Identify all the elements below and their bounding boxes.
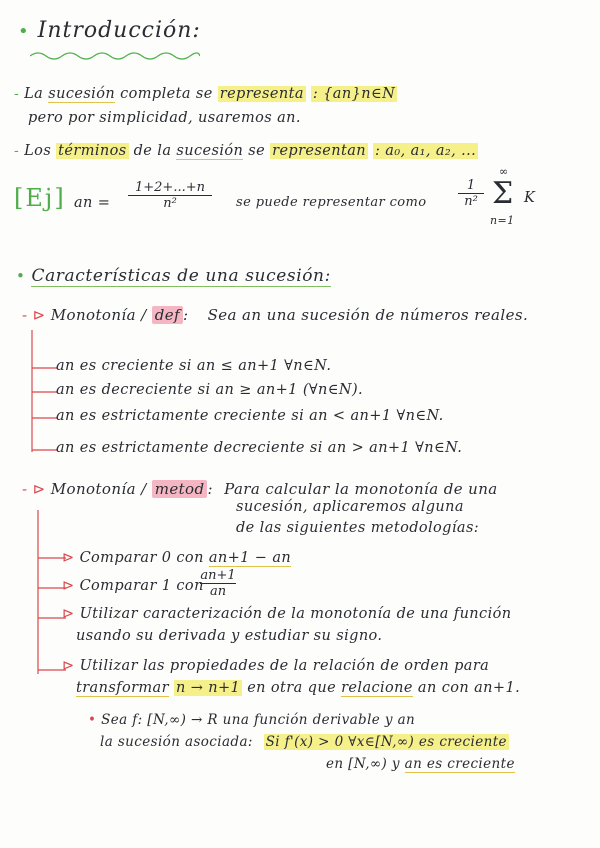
intro-line-3 (14, 143, 478, 159)
def-text: Sea an una sucesión de números reales. (207, 306, 529, 324)
metod-tag: metod (152, 480, 208, 498)
intro-line-1 (14, 86, 397, 102)
text: Los (24, 143, 52, 159)
metod-item-2-text: Comparar 1 con (79, 578, 204, 594)
underlined-conclusion: an es creciente (404, 756, 515, 772)
underlined-term: sucesión (48, 86, 116, 102)
sub-bullet-line-3 (326, 756, 515, 772)
def-item-3: an es estrictamente creciente si an < an+1 ∀n∈N. (56, 408, 444, 424)
sigma-upper-limit: ∞ (499, 165, 509, 178)
example-block (14, 184, 66, 212)
highlighted-term: representa (219, 86, 304, 102)
metod-item-4-text-1: Utilizar las propiedades de la relación de orden para (79, 658, 490, 674)
text: la sucesión asociada: (100, 734, 253, 750)
text: Sea f: [N,∞) → R una función derivable y an (101, 712, 416, 728)
sigma-term: K (524, 190, 536, 206)
fraction-numerator: an+1 (200, 568, 236, 583)
red-arrow-marker: - ⊳ (22, 306, 46, 324)
green-dash: - (14, 143, 20, 159)
metod-item-3-line-2: usando su derivada y estudiar su signo. (76, 628, 383, 644)
highlighted-term: n → n+1 (175, 680, 241, 696)
metod-item-3: ⊳ Utilizar caracterización de la monotonía de una función (62, 606, 512, 622)
text: en otra que (247, 680, 337, 696)
intro-line-2: pero por simplicidad, usaremos an. (28, 110, 301, 126)
title-underline-wave (30, 50, 200, 62)
section1-title: Introducción: (37, 18, 201, 43)
text: de la (133, 143, 172, 159)
sigma-symbol: Σ (492, 176, 514, 211)
sigma-lower-limit: n=1 (490, 214, 515, 227)
fraction-denominator: n² (128, 195, 212, 211)
def-item-1: an es creciente si an ≤ an+1 ∀n∈N. (56, 358, 332, 374)
metod-text-2: sucesión, aplicaremos alguna (236, 499, 464, 515)
coefficient-fraction (458, 178, 484, 209)
metod-item-4-line-2 (76, 680, 520, 696)
text: completa se (120, 86, 213, 102)
section1-bullet: • (18, 21, 30, 42)
text: en [N,∞) y (326, 756, 400, 772)
red-bullet: • (88, 712, 97, 728)
monotonia-metod-line (22, 480, 498, 498)
underlined-term: relacione (341, 680, 413, 696)
text: se (248, 143, 266, 159)
highlighted-condition: Si f'(x) > 0 ∀x∈[N,∞) es creciente (265, 734, 507, 750)
metod-text-1: Para calcular la monotonía de una (224, 480, 498, 498)
underlined-term: sucesión (176, 143, 244, 159)
example-tag: [Ej] (14, 184, 66, 212)
example-lhs: an = (74, 195, 111, 211)
coefficient-denominator: n² (458, 193, 484, 209)
metod-text-3: de las siguientes metodologías: (236, 520, 480, 536)
metod-item-3-text-1: Utilizar caracterización de la monotonía de una función (79, 606, 512, 622)
def-tag: def (152, 306, 183, 324)
monotonia-label: Monotonía / (50, 306, 147, 324)
coefficient-numerator: 1 (466, 178, 476, 193)
sub-bullet-line-1 (88, 712, 415, 728)
term-sequence: : a₀, a₁, a₂, ... (375, 143, 477, 159)
def-item-4: an es estrictamente decreciente si an > an+1 ∀n∈N. (56, 440, 463, 456)
red-arrow-marker: - ⊳ (22, 480, 46, 498)
notation: : {an}n∈N (312, 86, 396, 102)
example-fraction (128, 180, 212, 211)
section2-title-line (16, 266, 331, 286)
section2-title: Características de una sucesión: (31, 266, 331, 286)
highlighted-term: términos (58, 143, 127, 159)
green-dash: - (14, 86, 20, 102)
example-middle-text: se puede representar como (236, 195, 427, 210)
colon: : (182, 306, 189, 324)
underlined-term: transformar (76, 680, 169, 696)
highlighted-term: representan (272, 143, 366, 159)
metod-item-1-text: Comparar 0 con (79, 550, 204, 566)
monotonia-def-line (22, 306, 528, 324)
text: La (24, 86, 44, 102)
def-item-2: an es decreciente si an ≥ an+1 (∀n∈N). (56, 382, 364, 398)
metod-item-1-expression: an+1 − an (208, 550, 292, 566)
section1-title-line (18, 18, 201, 43)
metod-item-2-fraction (200, 568, 236, 599)
section2-bullet: • (16, 267, 26, 285)
monotonia-label: Monotonía / (50, 480, 147, 498)
fraction-denominator: an (200, 583, 236, 599)
text: an con an+1. (417, 680, 521, 696)
metod-item-2: ⊳ Comparar 1 con (62, 578, 204, 594)
colon: : (207, 480, 213, 498)
metod-item-1: ⊳ Comparar 0 con an+1 − an (62, 550, 292, 566)
fraction-numerator: 1+2+...+n (135, 180, 205, 195)
sub-bullet-line-2 (100, 734, 509, 750)
metod-item-4: ⊳ Utilizar las propiedades de la relación de orden para (62, 658, 490, 674)
